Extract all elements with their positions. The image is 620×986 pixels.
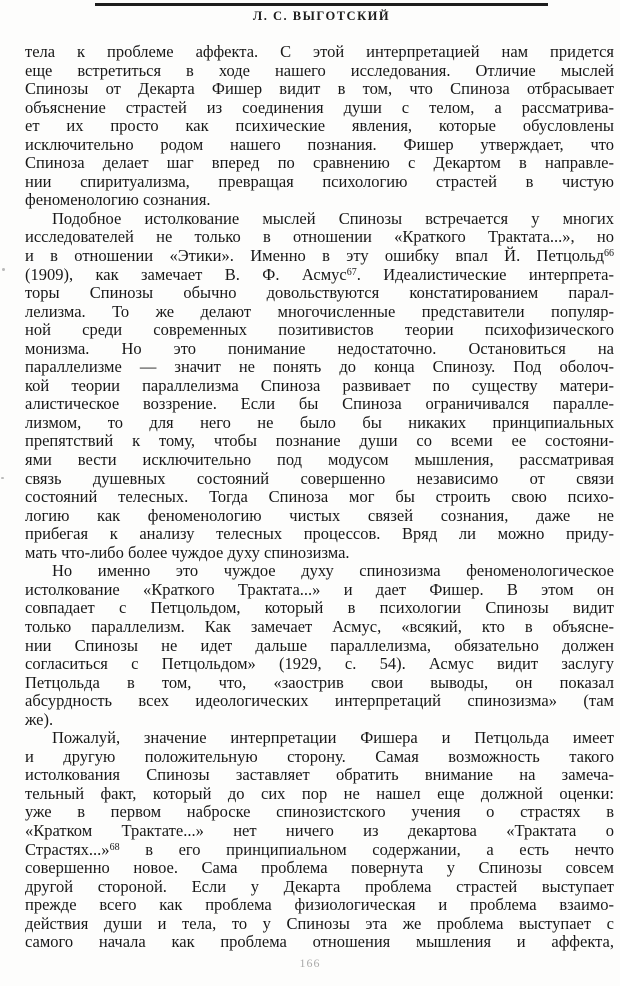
text-line: связь душевных состояний совершенно независимо от связи [25, 468, 614, 488]
text-line: тельный факт, который до сих пор не нашел еще должной оценки: [25, 783, 614, 803]
text-line: же). [25, 709, 54, 729]
text-line: параллелизме — значит не понять до конца Спинозу. Под оболоч- [25, 357, 614, 377]
text-line: Петцольда в том, что, «заострив свои выводы, он показал [25, 672, 614, 692]
text-line: Подобное истолкование мыслей Спинозы встречается у многих [52, 208, 614, 228]
text-line: и в отношении «Этики». Именно в эту ошибку впал Й. Петцольд$^{66}$ [25, 246, 614, 266]
text-line: совпадает с Петцольдом, который в психологии Спинозы видит [25, 598, 614, 618]
text-line: тела к проблеме аффекта. С этой интерпретацией нам придется [25, 42, 614, 61]
scan-speck [1, 477, 4, 479]
text-line: торы Спинозы обычно довольствуются констатированием парал- [25, 283, 614, 303]
text-line: «Кратком Трактате...» нет ничего из декартова «Трактата о [25, 820, 614, 840]
text-line: прибегая к анализу телесных процессов. Вряд ли можно приду- [25, 524, 614, 544]
footnote-marker: 66 [604, 248, 614, 260]
text-line: состояний телесных. Тогда Спиноза мог бы строить свою психо- [25, 487, 614, 507]
scan-speck [2, 268, 5, 271]
text-line: монизма. Но это понимание недостаточно. Остановиться на [25, 338, 614, 358]
text-line: феноменологию сознания. [25, 190, 211, 210]
text-line: алистическое воззрение. Если бы Спиноза ограничивался паралле- [25, 394, 614, 414]
text-line: прежде всего как проблема физиологическая и проблема взаимо- [25, 895, 614, 915]
text-line: истолкования Спинозы заставляет обратить внимание на замеча- [25, 765, 614, 785]
text-line: ями вести исключительно под модусом мышления, рассматривая [25, 450, 614, 470]
text-line: лизмом, то для него не было бы никаких принципиальных [25, 412, 614, 432]
text-line: Спинозы от Декарта Фишер видит в том, что Спиноза отбрасывает [25, 79, 614, 99]
text-line: препятствий к тому, чтобы познание души со всеми ее состояни- [25, 431, 614, 451]
text-line: объяснение страстей из соединения души с телом, а рассматрива- [25, 97, 614, 117]
text-line: нии спиритуализма, превращая психологию страстей в чистую [25, 171, 614, 191]
text-line: Пожалуй, значение интерпретации Фишера и Петцольда имеет [52, 728, 614, 748]
text-line: и другую положительную сторону. Самая возможность такого [25, 746, 614, 766]
text-line: абсурдность всех идеологических интерпретаций спинозизма» (там [25, 691, 614, 711]
text-line: истолкование «Краткого Трактата...» и дает Фишер. В этом он [25, 579, 614, 599]
text-line: (1909), как замечает В. Ф. Асмус$^{67}$. Идеалистические интерпрета- [25, 264, 614, 284]
footnote-marker: 68 [109, 841, 120, 853]
text-line: согласиться с Петцольдом» (1929, с. 54). Асмус видит заслугу [25, 654, 614, 674]
header-rule [95, 3, 548, 6]
text-line: Спиноза делает шаг вперед по сравнению с Декартом в направле- [25, 153, 614, 173]
footnote-marker: 67 [346, 266, 357, 278]
text-line: только параллелизм. Как замечает Асмус, «всякий, кто в объясне- [25, 616, 614, 636]
text-line: ной среди современных позитивистов теории психофизического [25, 320, 614, 340]
text-line: исследователей не только в отношении «Краткого Трактата...», но [25, 227, 614, 247]
text-line: нии Спинозы не идет дальше параллелизма, обязательно должен [25, 635, 614, 655]
text-line: действия души и тела, то у Спинозы эта же проблема выступает с [25, 913, 614, 933]
text-line: исключительно родом нашего познания. Фишер утверждает, что [25, 134, 614, 154]
text-line: самого начала как проблема отношения мышления и аффекта, [25, 932, 614, 952]
text-line: другой стороной. Если у Декарта проблема страстей выступает [25, 876, 614, 896]
text-line: мать что-либо более чуждое духу спинозизма. [25, 542, 350, 562]
running-head-author: Л. С. ВЫГОТСКИЙ [252, 9, 391, 23]
text-line: совершенно новое. Сама проблема повернута у Спинозы совсем [25, 858, 614, 878]
text-line: еще встретиться в ходе нашего исследования. Отличие мыслей [25, 60, 614, 80]
page-number: 166 [299, 956, 321, 970]
text-line: Но именно это чуждое духу спинозизма феноменологическое [52, 561, 614, 581]
text-line: лелизма. То же делают многочисленные представители популяр- [25, 301, 614, 321]
text-line: уже в первом наброске спинозистского учения о страстях в [25, 802, 614, 822]
body-text [25, 43, 614, 952]
text-line: Страстях...»$^{68}$ в его принципиальном содержании, а есть нечто [25, 839, 614, 859]
text-line: ет их просто как психические явления, которые обусловлены [25, 116, 614, 136]
text-line: логию как феноменологию чистых связей сознания, даже не [25, 505, 614, 525]
text-line: кой теории параллелизма Спиноза развивает по существу матери- [25, 375, 614, 395]
